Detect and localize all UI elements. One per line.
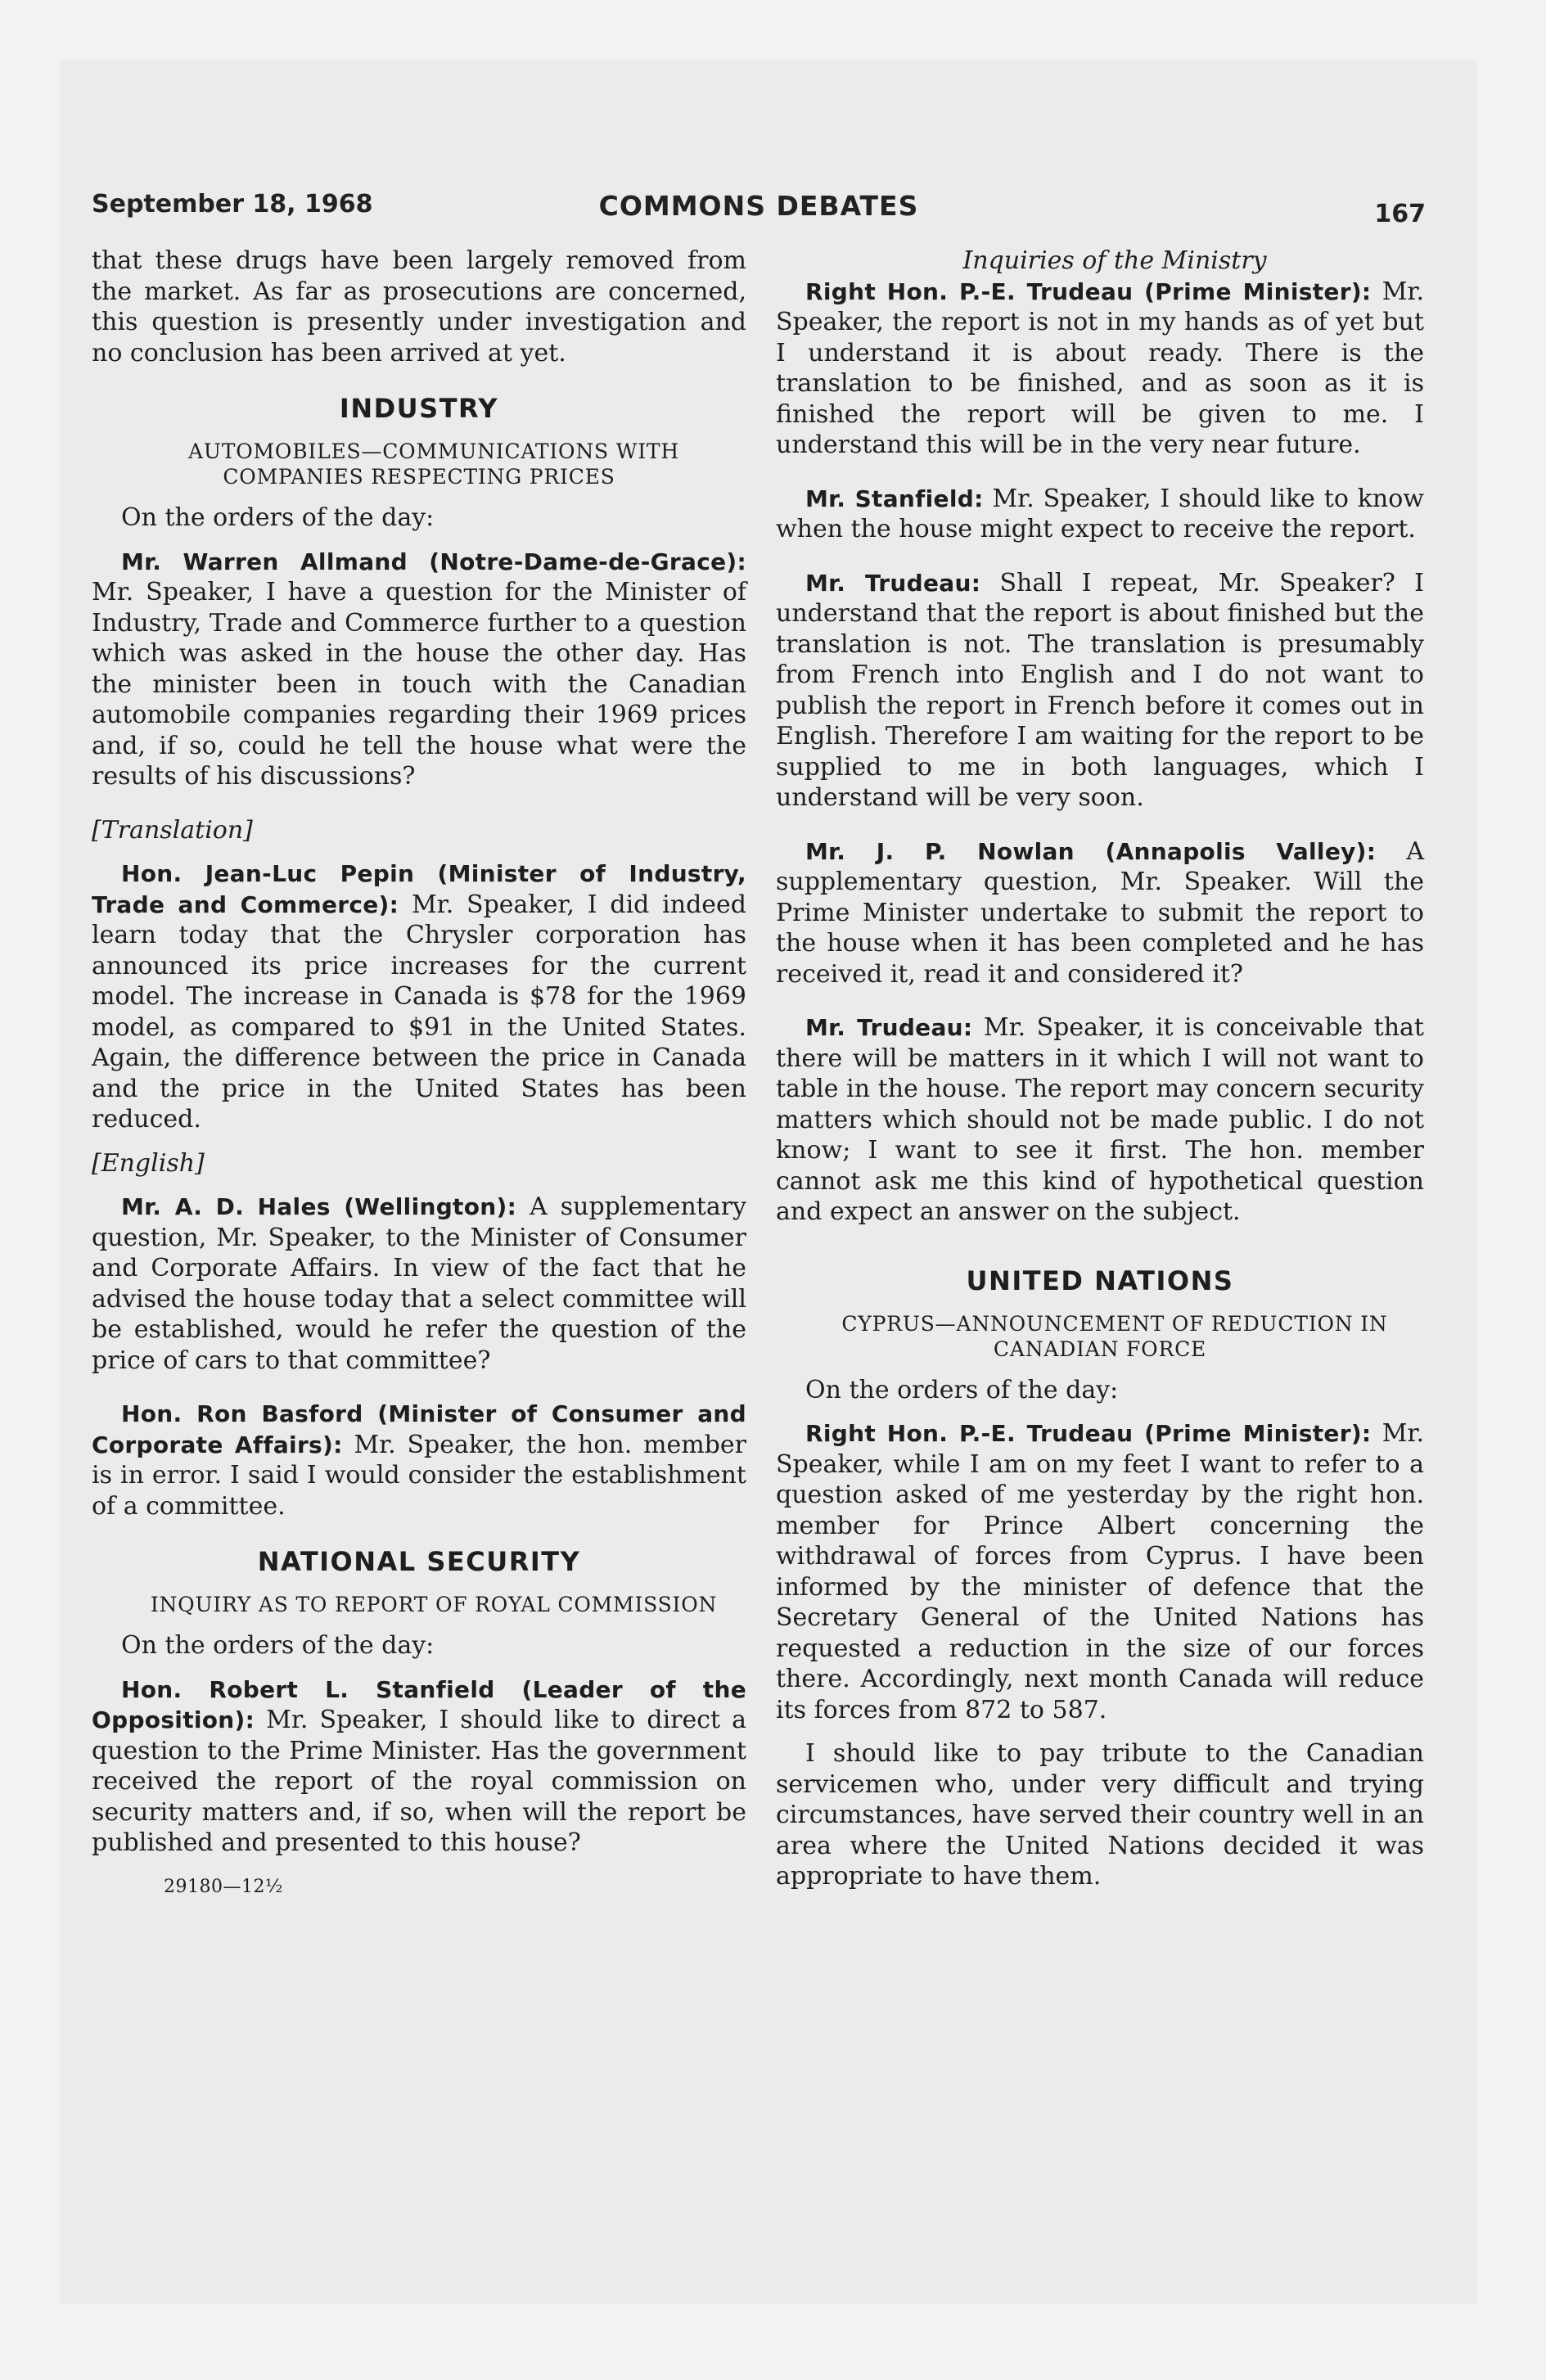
speaker-name: Right Hon. P.-E. Trudeau (Prime Minister): [805,1420,1372,1447]
speech-text: Mr. Speaker, the report is not in my hands as of yet but I understand it is about ready. There is the translation to be finished, and as soon as it is finished the report will be given to me. I understand this will be in the very near future. [776,277,1424,459]
speaker-name: Mr. Trudeau: [805,569,981,597]
header-title: COMMONS DEBATES [598,190,919,222]
orders-of-day: On the orders of the day: [121,503,435,532]
speech-hales [92,1192,746,1376]
running-head: Inquiries of the Ministry [962,246,1267,275]
speaker-name: Mr. J. P. Nowlan (Annapolis Valley): [805,837,1377,865]
speech-text: Mr. Speaker, I should like to know when the house might expect to receive the report. [776,484,1424,543]
speaker-name: Mr. Warren Allmand (Notre-Dame-de-Grace): [121,548,746,575]
tribute-paragraph: I should like to pay tribute to the Canadian servicemen who, under very difficult and trying circumstances, have served their country well in an area where the United Nations decided it was appropriate to have them. [776,1739,1424,1891]
page-number: 167 [1374,200,1426,228]
speaker-name: Hon. Robert L. Stanfield (Leader of the Opposition): [92,1675,746,1733]
speaker-name: Hon. Ron Basford (Minister of Consumer and Corporate Affairs): [92,1400,746,1458]
speaker-name: Hon. Jean-Luc Pepin (Minister of Industry, Trade and Commerce): [92,860,746,918]
speech-text: A supplementary question, Mr. Speaker. Will the Prime Minister undertake to submit the report to the house when it has been completed and he has received it, read it and considered it? [776,836,1424,989]
speech-text: Shall I repeat, Mr. Speaker? I understand that the report is about finished but the translation is not. The translation is presumably from French into English and I do not want to publish the report in French before it comes out in English. Therefore I am waiting for the report to be supplied to me in both languages, which I understand will be very soon. [776,568,1424,812]
speech-text: Mr. Speaker, the hon. member is in error. I said I would consider the establishment of a committee. [92,1430,746,1521]
speech-pepin [92,859,746,1135]
speaker-name: Right Hon. P.-E. Trudeau (Prime Minister): [805,277,1372,305]
speech-text: Mr. Speaker, I have a question for the Minister of Industry, Trade and Commerce further to a question which was asked in the house the other day. Has the minister been in touch with the Canadian automobile companies regarding their 1969 prices and, if so, could he tell the house what were the results of his discussions? [92,578,746,791]
intro-paragraph: that these drugs have been largely removed from the market. As far as prosecutions are concerned, this question is presently under investigation and no conclusion has been arrived at yet. [92,246,746,367]
speech-text: A supplementary question, Mr. Speaker, to the Minister of Consumer and Corporate Affairs. In view of the fact that he advised the house today that a select committee will be established, would he refer the question of the price of cars to that committee? [92,1192,746,1375]
header-date: September 18, 1968 [92,190,373,219]
speech-basford [92,1399,746,1521]
speaker-name: Mr. A. D. Hales (Wellington): [121,1193,517,1220]
section-title-un: UNITED NATIONS [966,1264,1234,1296]
speech-trudeau-2 [776,568,1424,814]
speech-text: Mr. Speaker, I should like to direct a question to the Prime Minister. Has the government received the report of the royal commission on security matters and, if so, when will the report be published and presented to this house? [92,1706,746,1857]
speech-trudeau-3 [776,1012,1424,1228]
section-title-industry: INDUSTRY [339,393,499,424]
section-subtitle-un: CYPRUS—ANNOUNCEMENT OF REDUCTION IN CANADIAN FORCE [841,1311,1388,1361]
speech-stanfield-2 [776,484,1424,545]
orders-of-day: On the orders of the day: [805,1375,1119,1404]
speaker-name: Mr. Stanfield: [805,485,984,512]
speech-text: Mr. Speaker, it is conceivable that there will be matters in it which I will not want to table in the house. The report may concern security matters which should not be made public. I do not know; I want to see it first. The hon. member cannot ask me this kind of hypothetical question and expect an answer on the subject. [776,1013,1424,1226]
section-title-security: NATIONAL SECURITY [257,1546,581,1577]
translation-marker: [Translation] [92,815,253,845]
speech-nowlan [776,836,1424,990]
footer-code: 29180—12½ [164,1876,283,1897]
right-column [776,246,1424,1892]
english-marker: [English] [92,1148,205,1178]
section-subtitle-security: INQUIRY AS TO REPORT OF ROYAL COMMISSION [150,1593,718,1616]
speech-trudeau-1 [776,277,1424,461]
speech-trudeau-4 [776,1418,1424,1725]
speech-allmand [92,547,746,792]
speech-text: Mr. Speaker, while I am on my feet I want to refer to a question asked of me yesterday by the right hon. member for Prince Albert concerning the withdrawal of forces from Cyprus. I have been informed by the minister of defence that the Secretary General of the United Nations has requested a reduction in the size of our forces there. Accordingly, next month Canada will reduce its forces from 872 to 587. [776,1419,1424,1724]
section-subtitle-industry: AUTOMOBILES—COMMUNICATIONS WITH COMPANIES RESPECTING PRICES [188,439,679,489]
speech-text: Mr. Speaker, I did indeed learn today that the Chrysler corporation has announced its price increases for the current model. The increase in Canada is $78 for the 1969 model, as compared to $91 in the United States. Again, the difference between the price in Canada and the price in the United States has been reduced. [92,890,746,1134]
page-header [92,187,1426,228]
speech-stanfield [92,1675,746,1859]
left-column [92,246,746,1902]
orders-of-day: On the orders of the day: [121,1631,435,1660]
speaker-name: Mr. Trudeau: [805,1014,973,1041]
